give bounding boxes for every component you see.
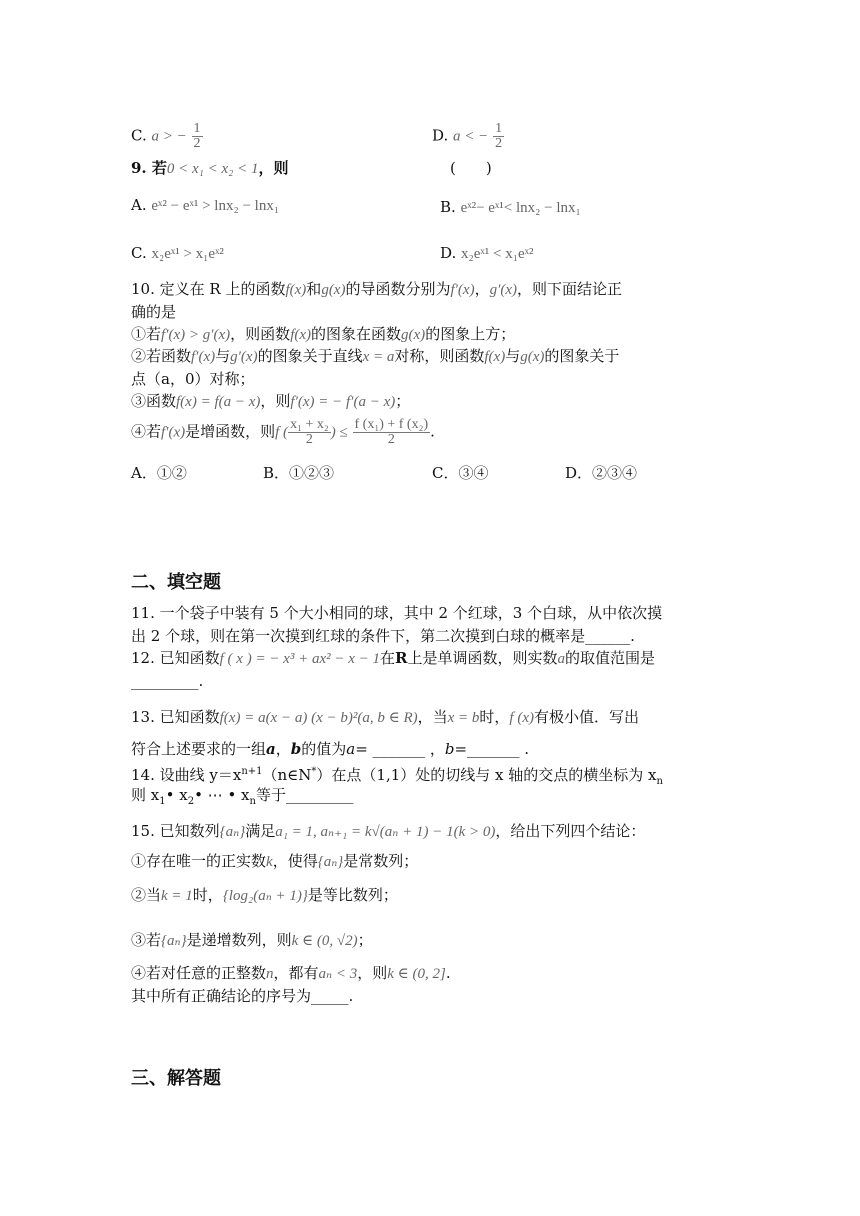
q8-option-c: C. a > − $\frac{1}{2}$ xyxy=(131,121,201,151)
q15-conclusion: 其中所有正确结论的序号为_____. xyxy=(131,987,354,1005)
q9-answer-paren: ( ) xyxy=(450,159,492,177)
q10-statement-3: ③函数f(x) = f(a − x)，则f′(x) = − f′(a − x)； xyxy=(131,392,411,410)
q10-option-d: D．②③④ xyxy=(565,464,638,482)
fraction: $\frac{1}{2}$ xyxy=(193,121,201,151)
q10-option-a: A．①② xyxy=(131,464,187,482)
q9-option-d: D. x₂eˣ¹ < x₁eˣ² xyxy=(440,244,534,262)
fraction: $\frac{\text{f (x₁) + f (x₂)}}{2}$ xyxy=(354,417,429,447)
q15-statement-1: ①存在唯一的正实数k，使得{aₙ}是常数列； xyxy=(131,852,419,870)
q10-option-c: C．③④ xyxy=(432,464,489,482)
q9-option-a: A. eˣ² − eˣ¹ > lnx₂ − lnx₁ xyxy=(131,196,280,214)
q15-stem: 15. 已知数列{aₙ}满足a₁ = 1, aₙ₊₁ = k√(aₙ + 1) − 1(k > 0)，给出下列四个结论： xyxy=(131,822,646,840)
q9-option-b: B. eˣ²− eˣ¹< lnx₂ − lnx₁ xyxy=(440,198,581,216)
q15-statement-4: ④若对任意的正整数n，都有aₙ < 3，则k ∈ (0, 2]. xyxy=(131,964,451,982)
fraction: $\frac{1}{2}$ xyxy=(495,121,503,151)
q10-statement-1: ①若f′(x) > g′(x)，则函数f(x)的图象在函数g(x)的图象上方； xyxy=(131,325,516,343)
q10-statement-2: ②若函数f′(x)与g′(x)的图象关于直线x = a对称，则函数f(x)与g(x)的图象关于 xyxy=(131,347,620,365)
q12-line1: 12. 已知函数f ( x ) = − x³ + ax² − x − 1在R上是单调函数，则实数a的取值范围是 xyxy=(131,649,656,667)
fraction: $\frac{\text{x₁ + x₂}}{2}$ xyxy=(290,417,329,447)
q10-stem-line2: 确的是 xyxy=(131,303,177,321)
q14-line1: 14. 设曲线 $y=x^{n+1}(n\in N^*)$在点（1,1）处的切线与 x 轴的交点的横坐标为 $x_n$ xyxy=(131,766,663,787)
q13-line2: 符合上述要求的一组a，b的值为a= _______ ，b=_______ . xyxy=(131,740,530,758)
q8-option-d: D. a < − $\frac{1}{2}$ xyxy=(432,121,503,151)
q12-line2: _________. xyxy=(131,672,204,690)
q15-statement-3: ③若{aₙ}是递增数列，则k ∈ (0, √2)； xyxy=(131,931,373,949)
q10-statement-4: ④若f′(x)是增函数，则f ( $\frac{\text{x₁ + x₂}}{2}$ ) ≤ $\frac{\text{f (x₁) + f (x₂)}}{2}$ . xyxy=(131,417,435,447)
q10-statement-2-cont: 点（a，0）对称； xyxy=(131,370,255,388)
section-heading-solutions: 三、解答题 xyxy=(131,1068,221,1089)
q11-line2: 出 2 个球，则在第一次摸到红球的条件下，第二次摸到白球的概率是______. xyxy=(131,627,635,645)
q10-stem-line1: 10. 定义在 R 上的函数f(x)和g(x)的导函数分别为f′(x)，g′(x)，则下面结论正 xyxy=(131,280,623,298)
q11-line1: 11. 一个袋子中装有 5 个大小相同的球，其中 2 个红球，3 个白球，从中依次摸 xyxy=(131,604,663,622)
q10-option-b: B．①②③ xyxy=(263,464,335,482)
q13-line1: 13. 已知函数f(x) = a(x − a) (x − b)²(a, b ∈ R)，当x = b时，f (x)有极小值．写出 xyxy=(131,708,640,726)
q9-option-c: C. x₂eˣ¹ > x₁eˣ² xyxy=(131,244,224,262)
q9-stem: 9. 若0 < x₁ < x₂ < 1，则 xyxy=(131,159,289,177)
section-heading-fill-in: 二、填空题 xyxy=(131,572,221,593)
q14-line2: 则 $x_1•$ $x_2•$ ⋯ • $x_n$等于_________ xyxy=(131,786,354,807)
q15-statement-2: ②当k = 1时，{log₂(aₙ + 1)}是等比数列； xyxy=(131,886,398,904)
